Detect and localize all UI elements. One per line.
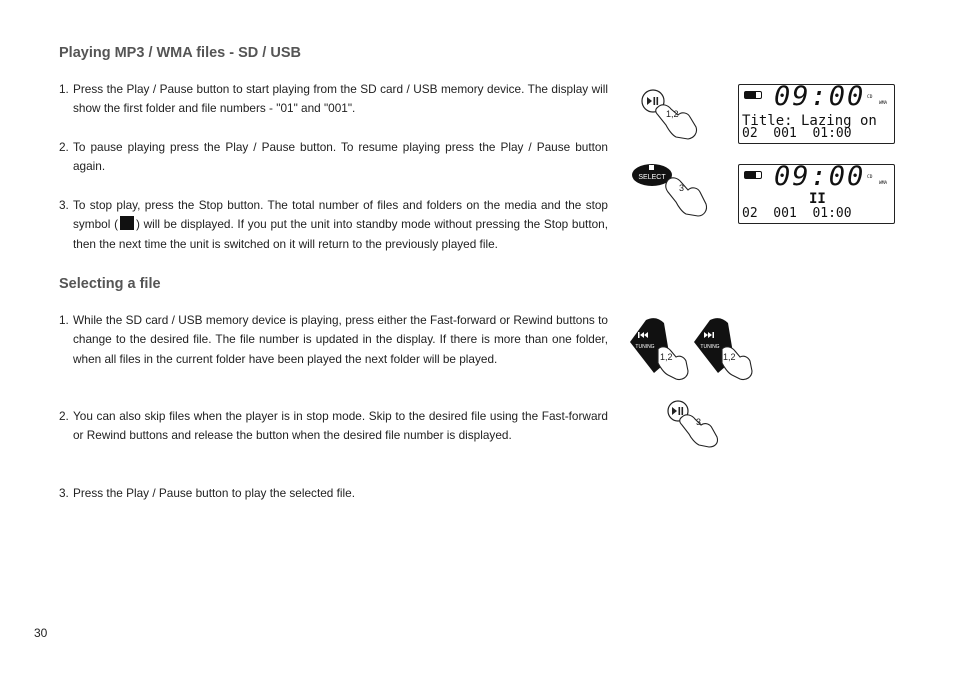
display-file-line: 02 001 01:00 bbox=[742, 126, 852, 141]
clock-readout: 09:00 bbox=[774, 164, 866, 192]
step-number: 1. bbox=[59, 82, 69, 96]
step-2-paragraph bbox=[59, 138, 608, 177]
step-label: 1,2 bbox=[660, 352, 673, 362]
step-text-after: ) will be displayed. If you put the unit into standby mode without pressing the Stop button, then the next time the unit is switched on it will return to the previously played file. bbox=[73, 217, 608, 251]
wma-indicator: WMA bbox=[879, 101, 888, 106]
step-number: 2. bbox=[59, 409, 69, 423]
select-press-figure bbox=[630, 160, 720, 218]
tuning-label: TUNING bbox=[635, 344, 655, 350]
wma-indicator: WMA bbox=[879, 181, 888, 186]
display-file-line: 02 001 01:00 bbox=[742, 206, 852, 221]
step-text: Press the Play / Pause button to start playing from the SD card / USB memory device. The display will show the first folder and file numbers - "01" and "001". bbox=[73, 82, 608, 116]
step-number: 3. bbox=[59, 198, 69, 212]
section-heading-playing: Playing MP3 / WMA files - SD / USB bbox=[59, 45, 301, 61]
step-text: To pause playing press the Play / Pause button. To resume playing press the Play / Pause button again. bbox=[73, 140, 608, 174]
step-text: Press the Play / Pause button to play the selected file. bbox=[73, 486, 355, 500]
step-text: You can also skip files when the player is in stop mode. Skip to the desired file using the Fast-forward or Rewind buttons and release the button when the desired file number is displayed. bbox=[73, 409, 608, 443]
rewind-forward-press-figure bbox=[626, 315, 756, 383]
step-3-paragraph bbox=[59, 196, 608, 254]
step-number: 1. bbox=[59, 313, 69, 327]
step-label: 1,2 bbox=[666, 109, 679, 119]
step-label: 3 bbox=[696, 417, 702, 427]
lcd-display-playing bbox=[738, 84, 895, 144]
step-1-paragraph bbox=[59, 80, 608, 119]
clock-readout: 09:00 bbox=[774, 84, 866, 112]
lcd-display-paused bbox=[738, 164, 895, 224]
tuning-label: TUNING bbox=[700, 344, 720, 350]
step-number: 2. bbox=[59, 140, 69, 154]
step-label: 3 bbox=[679, 183, 685, 193]
battery-icon bbox=[744, 91, 762, 99]
step-text bbox=[59, 196, 608, 254]
play-pause-press-figure-2 bbox=[664, 398, 724, 448]
pause-symbol: II bbox=[809, 191, 826, 207]
stop-symbol-icon bbox=[120, 216, 134, 230]
step-text: While the SD card / USB memory device is playing, press either the Fast-forward or Rewind buttons to change to the desired file. The file number is updated in the display. If there is more than one folder, when all files in the current folder have been played the next folder will be played. bbox=[73, 313, 608, 366]
select-step-2-paragraph bbox=[59, 407, 608, 446]
play-pause-press-figure bbox=[638, 85, 704, 141]
select-step-1-paragraph bbox=[59, 311, 608, 369]
cd-indicator: CD bbox=[867, 95, 873, 100]
step-label: 1,2 bbox=[723, 352, 736, 362]
select-label: SELECT bbox=[638, 174, 666, 181]
step-text-before: To stop play, press the Stop button. The total number of files and folders on the media and the stop symbol ( bbox=[73, 198, 608, 232]
step-number: 3. bbox=[59, 486, 69, 500]
page-number: 30 bbox=[34, 626, 48, 640]
hand-icon bbox=[666, 178, 707, 216]
display-title-line: Title: Lazing on bbox=[742, 113, 877, 129]
section-heading-selecting: Selecting a file bbox=[59, 276, 161, 292]
battery-icon bbox=[744, 171, 762, 179]
select-step-3-paragraph bbox=[59, 484, 608, 503]
cd-indicator: CD bbox=[867, 175, 873, 180]
